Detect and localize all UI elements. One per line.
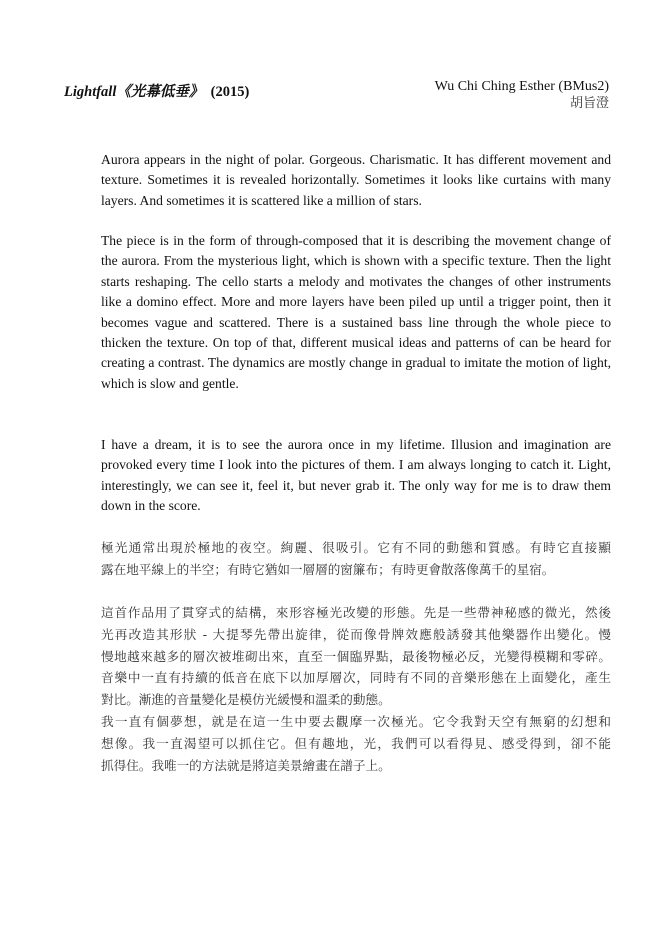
english-paragraph-3 — [101, 435, 611, 517]
text-line: 光再改造其形狀 - 大提琴先帶出旋律，從而像骨牌效應般誘發其他樂器作出變化。慢 — [101, 626, 611, 642]
text-line: texture. Sometimes it is revealed horizontally. Sometimes it looks like curtains with many — [101, 172, 611, 188]
text-line: 我一直有個夢想，就是在這一生中要去觀摩一次極光。它令我對天空有無窮的幻想和 — [101, 714, 611, 729]
text-line: becomes vague and scattered. There is a sustained bass line through the whole piece to — [101, 314, 611, 330]
text-line: 這首作品用了貫穿式的結構，來形容極光改變的形態。先是一些帶神秘感的微光，然後 — [101, 605, 611, 620]
text-line: creating a contrast. The dynamics are mostly change in gradual to imitate the motion of light, — [101, 355, 611, 371]
text-line: 極光通常出現於極地的夜空。絢麗、很吸引。它有不同的動態和質感。有時它直接顯 — [101, 540, 611, 555]
text-line: 對比。漸進的音量變化是模仿光緩慢和溫柔的動態。 — [101, 692, 391, 708]
piece-title — [64, 80, 249, 101]
author-name-zh: 胡旨澄 — [569, 96, 609, 111]
author-name: Wu Chi Ching Esther (BMus2) — [434, 79, 609, 94]
title-zh: 《光幕低垂》 — [116, 84, 204, 100]
text-line: Aurora appears in the night of polar. Gorgeous. Charismatic. It has different movement and — [101, 152, 611, 167]
text-line: 慢地越來越多的層次被堆砌出來，直至一個臨界點，最後物極必反，光變得模糊和零碎。 — [101, 648, 611, 664]
text-line: 抓得住。我唯一的方法就是將這美景繪畫在譜子上。 — [101, 757, 391, 773]
text-line: like a domino effect. More and more layers have been piled up until a trigger point, then it — [101, 294, 611, 310]
title-year: (2015) — [210, 84, 250, 100]
text-line: starts reshaping. The cello starts a melody and motivates the changes of other instruments — [101, 273, 611, 289]
text-line: 想像。我一直渴望可以抓住它。但有趣地，光，我們可以看得見、感受得到，卻不能 — [101, 735, 611, 751]
text-line: layers. And sometimes it is scattered like a million of stars. — [101, 192, 422, 208]
text-line: I have a dream, it is to see the aurora once in my lifetime. Illusion and imagination are — [101, 437, 611, 452]
text-line: 音樂中一直有持續的低音在底下以加厚層次，同時有不同的音樂形態在上面變化，產生 — [101, 670, 611, 686]
chinese-paragraph-2 — [101, 602, 611, 711]
text-line: thicken the texture. On top of that, different musical ideas and patterns of can be heard for — [101, 335, 611, 351]
text-line: which is slow and gentle. — [101, 375, 239, 391]
title-en: Lightfall — [64, 84, 117, 100]
english-paragraph-2 — [101, 231, 611, 394]
text-line: the aurora. From the mysterious light, which is shown with a specific texture. Then the light — [101, 253, 611, 269]
text-line: The piece is in the form of through-composed that it is describing the movement change of — [101, 233, 611, 248]
author-block — [435, 78, 609, 112]
chinese-paragraph-1 — [101, 537, 611, 581]
english-paragraph-1 — [101, 150, 611, 211]
chinese-paragraph-3 — [101, 711, 611, 776]
text-line: provoked every time I look into the pictures of them. I am always longing to catch it. Light, — [101, 457, 611, 473]
text-line: down in the score. — [101, 498, 201, 514]
text-line: interestingly, we can see it, feel it, but never grab it. The only way for me is to draw them — [101, 477, 611, 493]
text-line: 露在地平線上的半空；有時它猶如一層層的窗簾布；有時更會散落像萬千的星宿。 — [101, 561, 555, 577]
